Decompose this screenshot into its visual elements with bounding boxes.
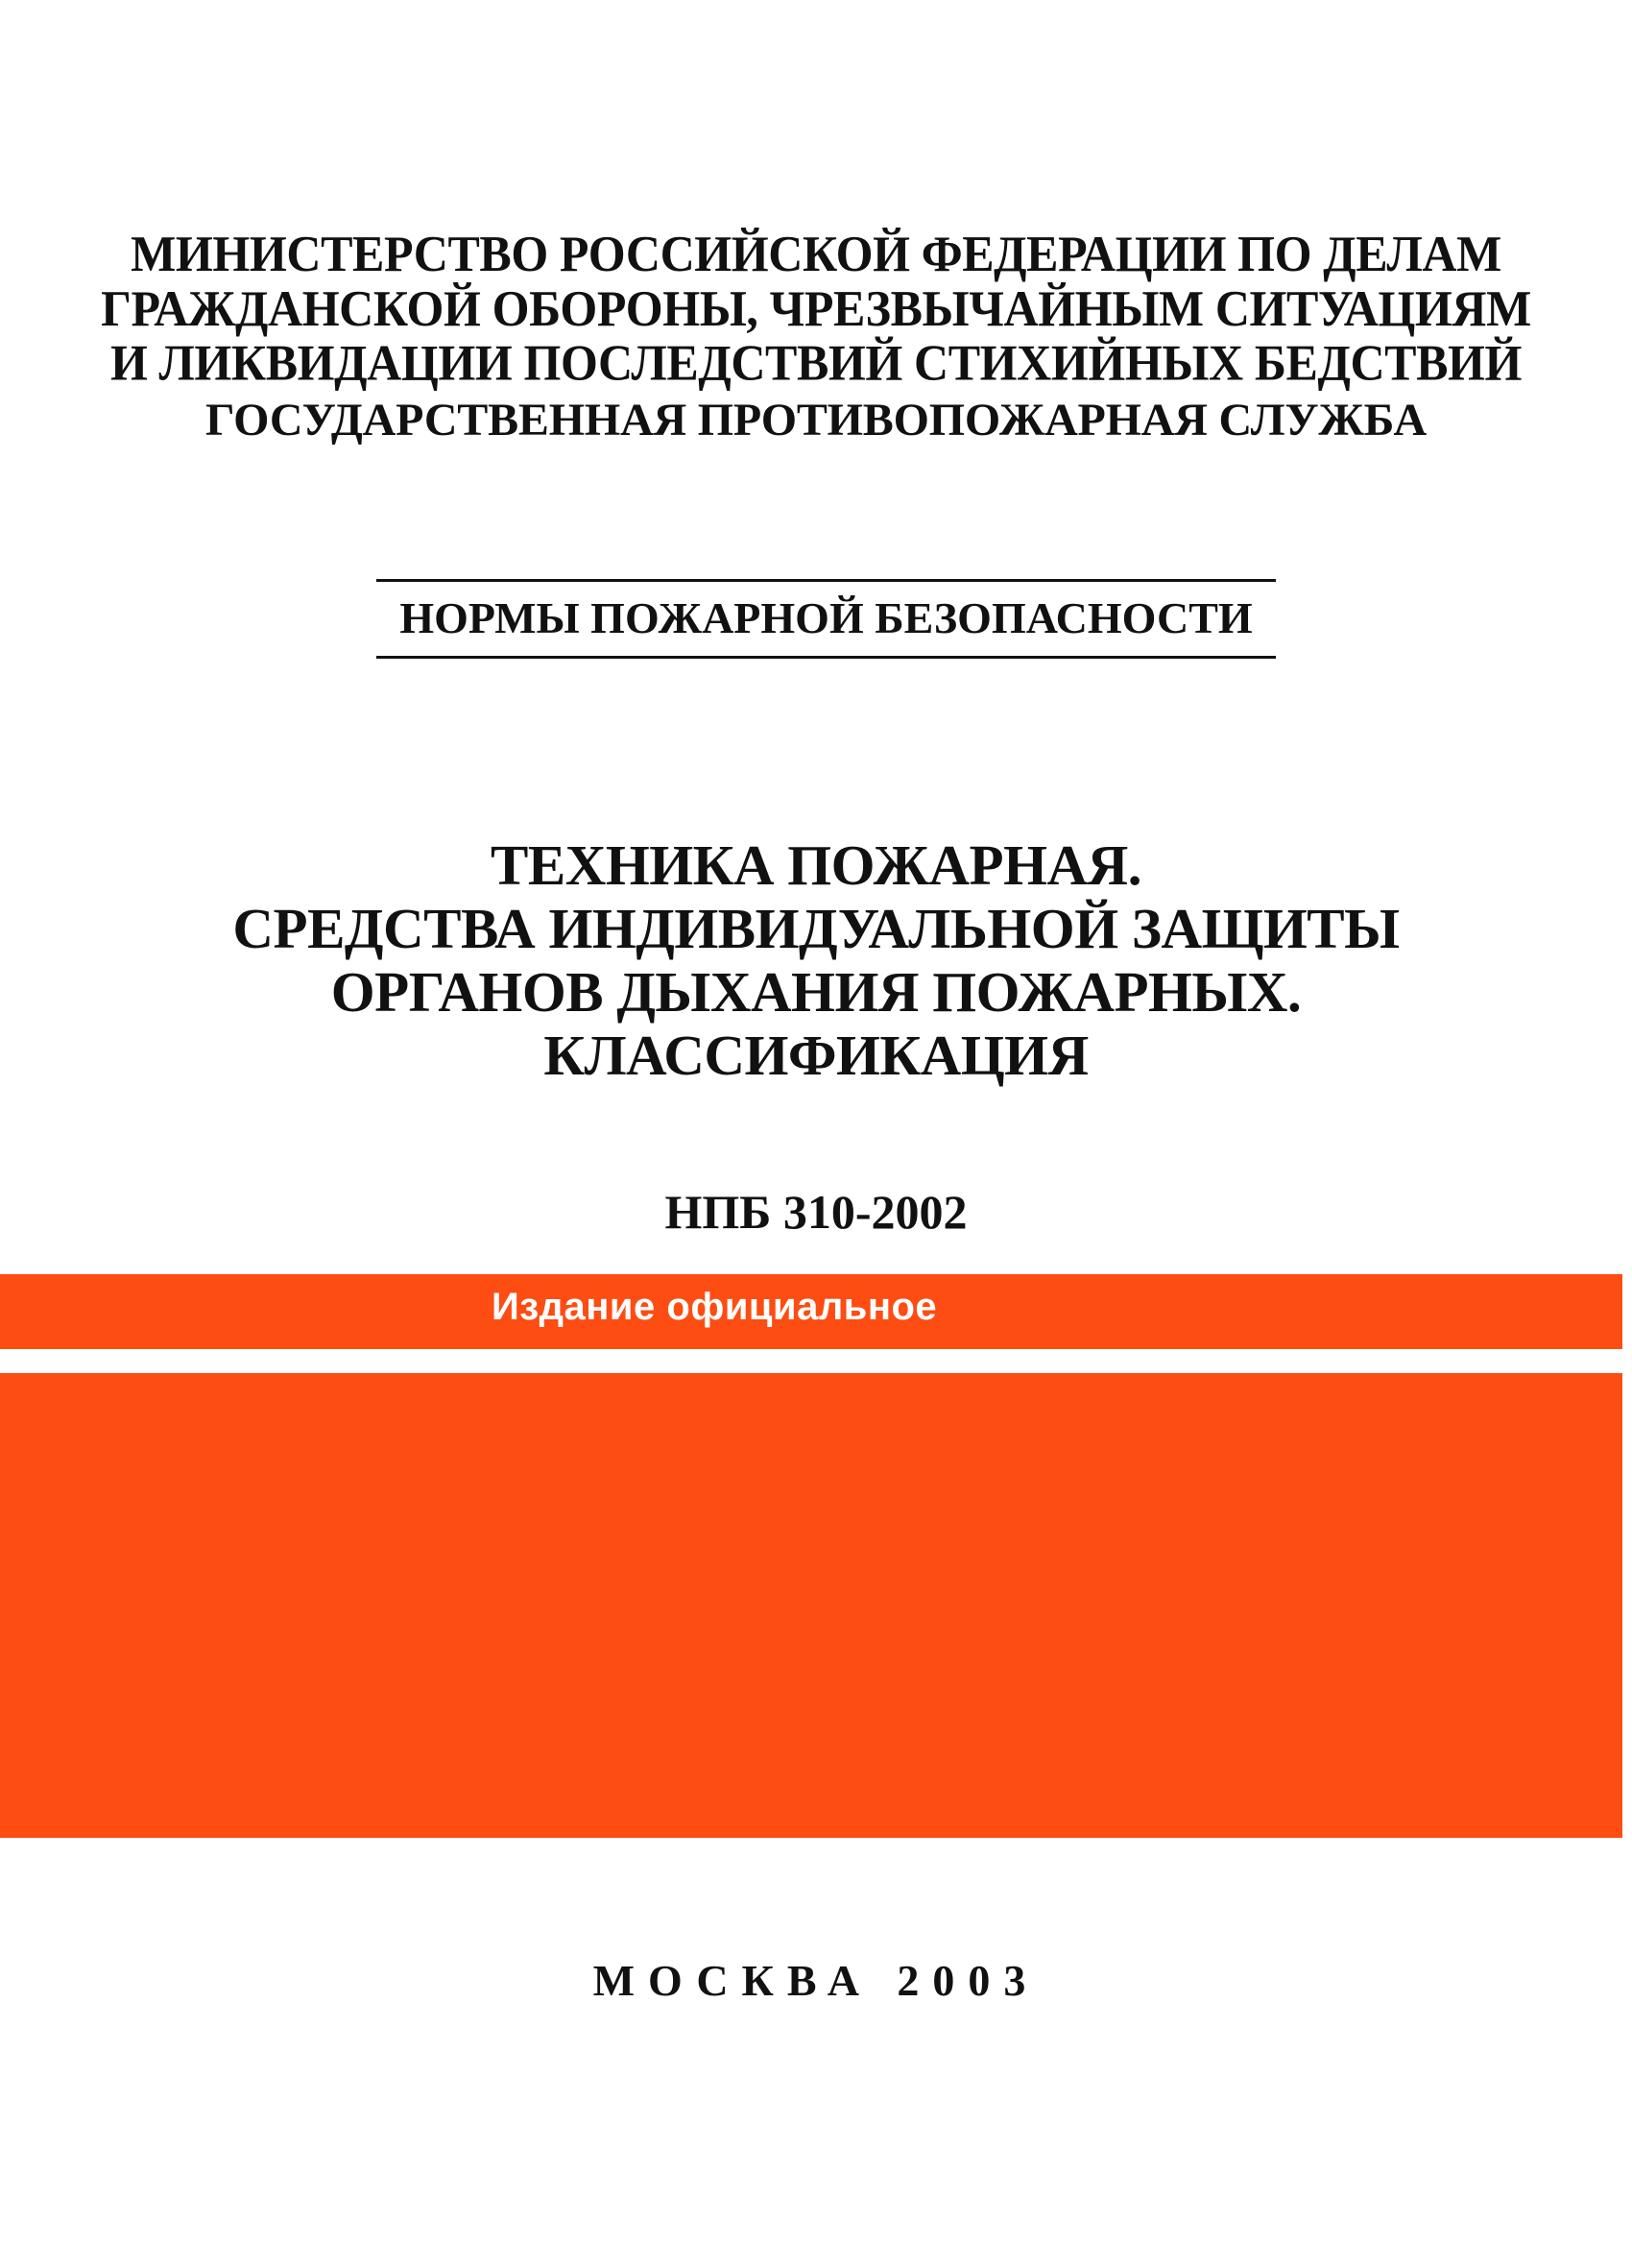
ministry-line-1: МИНИСТЕРСТВО РОССИЙСКОЙ ФЕДЕРАЦИИ ПО ДЕЛАМ: [131, 225, 1501, 282]
title-line-2: СРЕДСТВА ИНДИВИДУАЛЬНОЙ ЗАЩИТЫ: [232, 897, 1400, 961]
publication-place-year: МОСКВА 2003: [592, 1956, 1040, 2005]
ministry-line-3: И ЛИКВИДАЦИИ ПОСЛЕДСТВИЙ СТИХИЙНЫХ БЕДСТВИЙ: [109, 334, 1523, 392]
service-name: ГОСУДАРСТВЕННАЯ ПРОТИВОПОЖАРНАЯ СЛУЖБА: [204, 395, 1428, 446]
document-code: НПБ 310-2002: [664, 1185, 968, 1239]
edition-label: Издание официальное: [492, 1286, 938, 1328]
title-line-1: ТЕХНИКА ПОЖАРНАЯ.: [491, 833, 1141, 897]
top-divider: [376, 579, 1276, 582]
ministry-line-2: ГРАЖДАНСКОЙ ОБОРОНЫ, ЧРЕЗВЫЧАЙНЫМ СИТУАЦИЯМ: [101, 279, 1531, 337]
title-line-4: КЛАССИФИКАЦИЯ: [543, 1024, 1089, 1088]
document-title: [0, 833, 1632, 1087]
accent-block: [0, 1373, 1622, 1838]
document-type: НОРМЫ ПОЖАРНОЙ БЕЗОПАСНОСТИ: [399, 593, 1253, 642]
bottom-divider: [376, 656, 1276, 659]
ministry-name: [0, 227, 1632, 390]
title-line-3: ОРГАНОВ ДЫХАНИЯ ПОЖАРНЫХ.: [330, 960, 1302, 1025]
